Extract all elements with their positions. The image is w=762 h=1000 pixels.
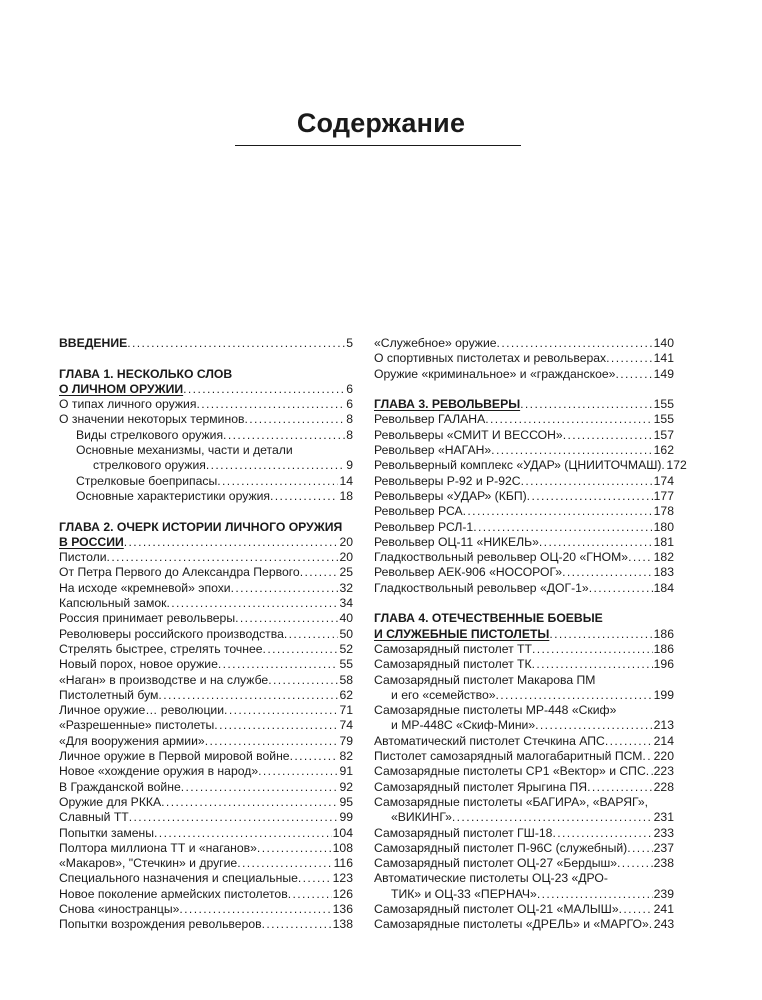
toc-entry xyxy=(374,581,674,596)
toc-entry xyxy=(59,474,353,489)
toc-entry-page: 40 xyxy=(339,611,353,626)
toc-entry-title: И СЛУЖЕБНЫЕ ПИСТОЛЕТЫ xyxy=(374,626,550,641)
toc-entry xyxy=(59,428,353,443)
toc-entry xyxy=(374,780,674,795)
toc-entry-page: 138 xyxy=(332,917,353,932)
toc-entry xyxy=(374,810,674,825)
dot-leader xyxy=(562,565,653,580)
toc-entry-page: 34 xyxy=(339,596,353,611)
dot-leader xyxy=(218,657,339,672)
toc-entry-page: 186 xyxy=(653,626,674,641)
toc-entry-title: В Гражданской войне xyxy=(59,779,181,794)
toc-entry-title: Самозарядный пистолет ТК xyxy=(374,657,532,672)
toc-entry xyxy=(59,826,353,841)
toc-entry-title: Самозарядный пистолет ТТ xyxy=(374,641,532,656)
dot-leader xyxy=(535,718,653,733)
toc-entry-page: 141 xyxy=(653,351,674,366)
toc-entry-page: 196 xyxy=(653,657,674,672)
toc-entry xyxy=(59,887,353,902)
chapter-heading xyxy=(374,627,674,642)
toc-entry-page: 32 xyxy=(339,580,353,595)
dot-leader xyxy=(258,764,338,779)
toc-entry-page: 91 xyxy=(339,764,353,779)
toc-entry-title: Пистолетный бум xyxy=(59,687,159,702)
toc-entry-page: 6 xyxy=(346,381,353,396)
toc-entry xyxy=(59,795,353,810)
toc-entry xyxy=(59,902,353,917)
toc-entry xyxy=(374,734,674,749)
dot-leader xyxy=(154,826,332,841)
chapter-heading: ГЛАВА 1. НЕСКОЛЬКО СЛОВ xyxy=(59,366,233,381)
toc-entry xyxy=(374,749,674,764)
toc-entry-title: Попытки замены xyxy=(59,825,155,840)
dot-leader xyxy=(563,428,653,443)
toc-entry-page: 237 xyxy=(653,840,674,855)
toc-entry-page: 8 xyxy=(346,427,353,442)
dot-leader xyxy=(605,734,653,749)
dot-leader xyxy=(166,596,338,611)
toc-entry-page: 220 xyxy=(653,749,674,764)
dot-leader xyxy=(527,489,653,504)
toc-entry-page: 50 xyxy=(339,626,353,641)
toc-entry-page: 180 xyxy=(653,519,674,534)
toc-entry-title: Револьверы «УДАР» (КБП) xyxy=(374,488,527,503)
toc-entry-page: 14 xyxy=(339,473,353,488)
dot-leader xyxy=(642,749,652,764)
toc-entry-page: 99 xyxy=(339,810,353,825)
chapter-heading xyxy=(374,397,674,412)
dot-leader xyxy=(617,856,653,871)
dot-leader xyxy=(223,428,345,443)
toc-entry xyxy=(374,351,674,366)
toc-intro xyxy=(59,336,353,351)
dot-leader xyxy=(300,565,339,580)
toc-entry-page: 174 xyxy=(653,473,674,488)
toc-entry xyxy=(374,718,674,733)
toc-entry-title: От Петра Первого до Александра Первого xyxy=(59,565,300,580)
toc-entry-page: 155 xyxy=(653,412,674,427)
dot-leader xyxy=(298,871,332,886)
toc-entry-page: 92 xyxy=(339,779,353,794)
toc-entry xyxy=(59,718,353,733)
toc-entry-page: 239 xyxy=(653,886,674,901)
dot-leader xyxy=(214,718,338,733)
toc-entry xyxy=(59,611,353,626)
dot-leader xyxy=(263,642,339,657)
dot-leader xyxy=(231,581,339,596)
dot-leader xyxy=(587,780,653,795)
chapter-heading: ГЛАВА 4. ОТЕЧЕСТВЕННЫЕ БОЕВЫЕ xyxy=(374,611,603,626)
toc-entry xyxy=(374,443,674,458)
toc-entry xyxy=(374,428,674,443)
toc-entry xyxy=(374,550,674,565)
dot-leader xyxy=(521,474,653,489)
toc-entry: Самозарядный пистолет Макарова ПМ xyxy=(374,672,596,687)
dot-leader xyxy=(127,336,345,351)
toc-entry-page: 136 xyxy=(332,901,353,916)
toc-entry-title: Самозарядный пистолет ГШ-18 xyxy=(374,825,553,840)
toc-entry-title: Самозарядный пистолет Ярыгина ПЯ xyxy=(374,779,588,794)
toc-entry xyxy=(59,397,353,412)
dot-leader xyxy=(268,673,338,688)
toc-entry-title: Снова «иностранцы» xyxy=(59,901,180,916)
dot-leader xyxy=(473,520,652,535)
toc-entry xyxy=(374,902,674,917)
toc-entry-page: 8 xyxy=(346,412,353,427)
toc-entry-page: 186 xyxy=(653,641,674,656)
toc-entry xyxy=(374,336,674,351)
toc-entry-page: 5 xyxy=(346,336,353,350)
toc-entry-page: 162 xyxy=(653,443,674,458)
toc-entry-page: 55 xyxy=(339,657,353,672)
dot-leader xyxy=(257,841,332,856)
toc-entry-page: 177 xyxy=(653,488,674,503)
dot-leader xyxy=(224,703,338,718)
toc-entry-title: Специального назначения и специальные xyxy=(59,871,298,886)
toc-entry-title: Револьвер РСА xyxy=(374,504,463,519)
toc-entry-title: Самозарядный пистолет П-96С (служебный) xyxy=(374,840,628,855)
toc-entry-title: Оружие для РККА xyxy=(59,794,162,809)
dot-leader xyxy=(262,917,332,932)
toc-entry-title: Самозарядные пистолеты «ДРЕЛЬ» и «МАРГО» xyxy=(374,917,649,932)
dot-leader xyxy=(520,397,653,412)
toc-entry-title: Револьверный комплекс «УДАР» (ЦНИИТОЧМАШ) xyxy=(374,458,662,473)
toc-entry-page: 228 xyxy=(653,779,674,794)
toc-entry-page: 149 xyxy=(653,366,674,381)
toc-entry-title: Виды стрелкового оружия xyxy=(76,427,224,442)
toc-entry-title: Револьверы «СМИТ И ВЕССОН» xyxy=(374,427,563,442)
toc-entry-title: Револьвер АЕК-906 «НОСОРОГ» xyxy=(374,565,563,580)
chapter-heading xyxy=(59,382,353,397)
dot-leader xyxy=(237,856,332,871)
toc-entry-title: Автоматический пистолет Стечкина АПС xyxy=(374,733,605,748)
toc-entry-title: Личное оружие в Первой мировой войне xyxy=(59,749,290,764)
dot-leader xyxy=(615,367,652,382)
toc-entry-page: 155 xyxy=(653,397,674,412)
toc-entry xyxy=(374,642,674,657)
toc-entry-page: 123 xyxy=(332,871,353,886)
dot-leader xyxy=(589,581,653,596)
toc-entry-page: 25 xyxy=(339,565,353,580)
dot-leader xyxy=(217,474,338,489)
toc-entry-page: 126 xyxy=(332,886,353,901)
toc-entry-title: Гладкоствольный револьвер ОЦ-20 «ГНОМ» xyxy=(374,550,629,565)
toc-entry xyxy=(59,657,353,672)
toc-entry-page: 182 xyxy=(653,550,674,565)
toc-entry-title: «Макаров», "Стечкин» и другие xyxy=(59,856,238,871)
dot-leader xyxy=(491,443,652,458)
dot-leader xyxy=(196,397,345,412)
chapter-heading xyxy=(59,535,353,550)
toc-entry-page: 178 xyxy=(653,504,674,519)
toc-entry xyxy=(59,749,353,764)
toc-entry-title: и МР-448С «Скиф-Мини» xyxy=(391,718,536,733)
toc-entry-title: Россия принимает револьверы xyxy=(59,611,236,626)
dot-leader xyxy=(179,902,331,917)
toc-entry-page: 172 xyxy=(666,458,687,473)
toc-entry-page: 52 xyxy=(339,641,353,656)
toc-entry-page: 231 xyxy=(653,810,674,825)
toc-entry-title: Револьверы Р-92 и Р-92С xyxy=(374,473,521,488)
toc-entry xyxy=(374,657,674,672)
toc-entry xyxy=(374,917,674,932)
toc-entry xyxy=(374,535,674,550)
toc-entry-page: 18 xyxy=(339,488,353,503)
dot-leader xyxy=(539,535,653,550)
toc-entry-title: «ВИКИНГ» xyxy=(391,810,452,825)
spacer xyxy=(374,596,674,611)
toc-entry-page: 95 xyxy=(339,794,353,809)
toc-entry-title: Революверы российского производства xyxy=(59,626,284,641)
toc-entry-page: 184 xyxy=(653,580,674,595)
dot-leader xyxy=(181,780,339,795)
toc-entry xyxy=(59,734,353,749)
toc-entry xyxy=(59,673,353,688)
toc-entry-title: Револьвер ОЦ-11 «НИКЕЛЬ» xyxy=(374,534,539,549)
toc-entry-title: Новое «хождение оружия в народ» xyxy=(59,764,259,779)
toc-entry-page: 6 xyxy=(346,397,353,412)
dot-leader xyxy=(290,749,339,764)
toc-entry xyxy=(374,504,674,519)
toc-entry-page: 79 xyxy=(339,733,353,748)
toc-entry-page: 20 xyxy=(339,534,353,549)
chapter-heading: ГЛАВА 2. ОЧЕРК ИСТОРИИ ЛИЧНОГО ОРУЖИЯ xyxy=(59,519,343,534)
dot-leader xyxy=(270,489,338,504)
toc-entry xyxy=(59,764,353,779)
toc-entry-page: 74 xyxy=(339,718,353,733)
toc-entry-page: 213 xyxy=(653,718,674,733)
dot-leader xyxy=(284,627,339,642)
toc-entry xyxy=(59,703,353,718)
toc-entry-page: 140 xyxy=(653,336,674,350)
toc-entry xyxy=(59,841,353,856)
toc-entry xyxy=(59,871,353,886)
toc-entry-title: Стрелять быстрее, стрелять точнее xyxy=(59,641,263,656)
toc-entry xyxy=(374,764,674,779)
toc-entry xyxy=(374,887,674,902)
dot-leader xyxy=(107,550,339,565)
dot-leader xyxy=(646,764,653,779)
toc-entry-page: 181 xyxy=(653,534,674,549)
toc-entry xyxy=(59,627,353,642)
toc-entry xyxy=(59,810,353,825)
toc-entry xyxy=(59,688,353,703)
toc-entry-title: «Разрешенные» пистолеты xyxy=(59,718,215,733)
toc-entry-title: Стрелковые боеприпасы xyxy=(76,473,218,488)
toc-entry-page: 9 xyxy=(346,458,353,473)
toc-entry xyxy=(59,565,353,580)
toc-entry-page: 243 xyxy=(653,917,675,932)
toc-entry-title: Револьвер ГАЛАНА xyxy=(374,412,486,427)
toc-entry-title: О значении некоторых терминов xyxy=(59,412,245,427)
dot-leader xyxy=(235,611,338,626)
toc-entry-title: Пистолет самозарядный малогабаритный ПСМ xyxy=(374,749,643,764)
toc-entry-title: О ЛИЧНОМ ОРУЖИИ xyxy=(59,381,184,396)
toc-entry-page: 20 xyxy=(339,550,353,565)
dot-leader xyxy=(497,336,653,351)
toc-entry-title: Попытки возрождения револьверов xyxy=(59,917,262,932)
toc-entry-page: 62 xyxy=(339,687,353,702)
toc-entry xyxy=(374,412,674,427)
toc-entry-title: Самозарядные пистолеты СР1 «Вектор» и СПС xyxy=(374,764,646,779)
toc-entry-title: О типах личного оружия xyxy=(59,397,197,412)
spacer xyxy=(59,351,353,366)
toc-entry: Автоматические пистолеты ОЦ-23 «ДРО- xyxy=(374,871,608,886)
dot-leader xyxy=(183,382,345,397)
toc-entry xyxy=(374,520,674,535)
toc-entry xyxy=(374,458,687,473)
dot-leader xyxy=(549,627,652,642)
toc-left-column xyxy=(59,336,353,933)
toc-entry xyxy=(59,581,353,596)
page-title: Содержание xyxy=(296,108,466,138)
toc-entry-page: 82 xyxy=(339,749,353,764)
dot-leader xyxy=(532,642,653,657)
toc-entry-title: «Наган» в производстве и на службе xyxy=(59,672,269,687)
dot-leader xyxy=(452,810,653,825)
toc-entry xyxy=(59,780,353,795)
toc-entry xyxy=(59,458,353,473)
toc-entry xyxy=(59,856,353,871)
dot-leader xyxy=(288,887,332,902)
dot-leader xyxy=(606,351,653,366)
toc-entry-title: Револьвер «НАГАН» xyxy=(374,443,492,458)
dot-leader xyxy=(532,657,653,672)
toc-entry-title: Полтора миллиона ТТ и «наганов» xyxy=(59,840,257,855)
toc-entry xyxy=(59,917,353,932)
toc-entry-page: 241 xyxy=(653,901,674,916)
toc-entry-page: 238 xyxy=(653,856,674,871)
dot-leader xyxy=(627,841,652,856)
dot-leader xyxy=(244,412,345,427)
dot-leader xyxy=(161,795,338,810)
toc-entry-page: 214 xyxy=(653,733,674,748)
toc-entry-title: Личное оружие… революции xyxy=(59,703,225,718)
dot-leader xyxy=(496,688,653,703)
dot-leader xyxy=(206,458,345,473)
dot-leader xyxy=(463,504,653,519)
toc-entry-title: «Для вооружения армии» xyxy=(59,733,205,748)
toc-entry xyxy=(59,489,353,504)
dot-leader xyxy=(485,412,652,427)
toc-entry-page: 183 xyxy=(653,565,674,580)
toc-entry-title: Гладкоствольный револьвер «ДОГ-1» xyxy=(374,580,589,595)
toc-entry: Самозарядные пистолеты «БАГИРА», «ВАРЯГ», xyxy=(374,794,649,809)
title-underline xyxy=(235,145,521,146)
spacer xyxy=(59,504,353,519)
toc-entry xyxy=(374,826,674,841)
toc-entry-title: Новый порох, новое оружие xyxy=(59,657,218,672)
toc-entry-title: Револьвер РСЛ-1 xyxy=(374,519,474,534)
toc-entry-title: В РОССИИ xyxy=(59,534,124,549)
dot-leader xyxy=(537,887,653,902)
toc-entry-title: ТИК» и ОЦ-33 «ПЕРНАЧ» xyxy=(391,886,537,901)
toc-entry-page: 233 xyxy=(653,825,674,840)
dot-leader xyxy=(158,688,338,703)
toc-entry xyxy=(59,596,353,611)
toc-entry-page: 104 xyxy=(332,825,353,840)
toc-entry-page: 116 xyxy=(333,856,353,871)
dot-leader xyxy=(205,734,339,749)
toc-entry-title: Оружие «криминальное» и «гражданское» xyxy=(374,366,616,381)
toc-entry-title: О спортивных пистолетах и револьверах xyxy=(374,351,607,366)
dot-leader xyxy=(552,826,652,841)
dot-leader xyxy=(129,810,339,825)
spacer xyxy=(374,382,674,397)
toc-entry-page: 108 xyxy=(332,840,353,855)
toc-entry-title: Пистоли xyxy=(59,550,107,565)
toc-right-column xyxy=(374,336,687,933)
toc-entry xyxy=(59,412,353,427)
dot-leader xyxy=(124,535,339,550)
toc-entry: Самозарядные пистолеты МР-448 «Скиф» xyxy=(374,703,617,718)
toc-entry xyxy=(374,489,674,504)
toc-entry-title: Самозарядный пистолет ОЦ-27 «Бердыш» xyxy=(374,856,618,871)
toc-entry-title: ГЛАВА 3. РЕВОЛЬВЕРЫ xyxy=(374,397,521,412)
toc-entry-title: Новое поколение армейских пистолетов xyxy=(59,886,288,901)
toc-entry-page: 58 xyxy=(339,672,353,687)
toc-entry xyxy=(374,367,674,382)
toc-entry xyxy=(374,474,674,489)
toc-entry-title: стрелкового оружия xyxy=(93,458,206,473)
toc-entry-title: Славный ТТ xyxy=(59,810,129,825)
toc-entry-title: Капсюльный замок xyxy=(59,596,167,611)
toc-entry xyxy=(374,565,674,580)
toc-entry-title: На исходе «кремневой» эпохи xyxy=(59,580,231,595)
toc-entry: Основные механизмы, части и детали xyxy=(76,443,293,458)
toc-entry xyxy=(59,550,353,565)
toc-entry xyxy=(374,688,674,703)
toc-entry-page: 157 xyxy=(653,427,674,442)
toc-entry-title: и его «семейство» xyxy=(391,687,496,702)
dot-leader xyxy=(619,902,653,917)
toc-entry-page: 223 xyxy=(653,764,674,779)
toc-entry-page: 199 xyxy=(653,687,674,702)
toc-entry-title: Основные характеристики оружия xyxy=(76,488,271,503)
toc-entry-page: 71 xyxy=(339,703,353,718)
toc-entry-title: ВВЕДЕНИЕ xyxy=(59,336,128,350)
toc-entry xyxy=(374,856,674,871)
toc-entry xyxy=(374,841,674,856)
dot-leader xyxy=(628,550,653,565)
toc-entry xyxy=(59,642,353,657)
toc-entry-title: Самозарядный пистолет ОЦ-21 «МАЛЫШ» xyxy=(374,901,619,916)
toc-entry-title: «Служебное» оружие xyxy=(374,336,497,350)
